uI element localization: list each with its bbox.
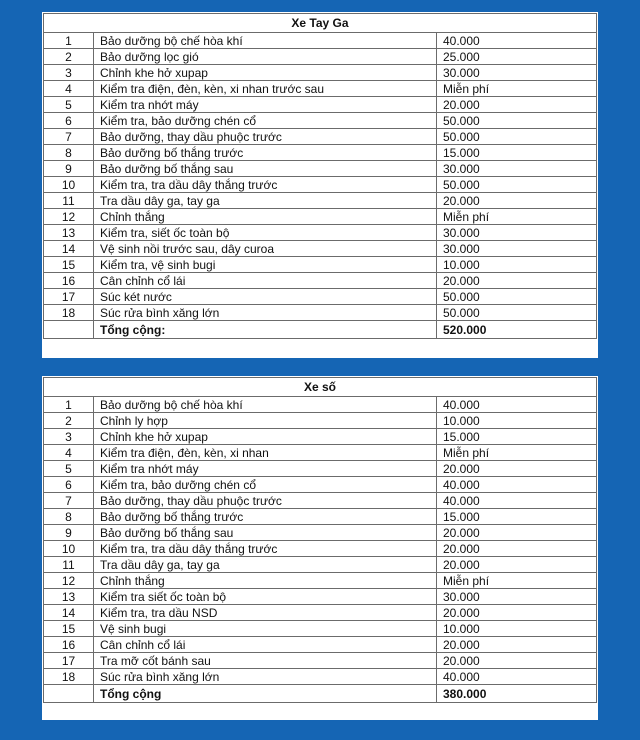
table-row [44,413,597,429]
row-number: 1 [44,33,94,49]
table-row [44,129,597,145]
table-title-row [44,378,597,397]
service-name: Kiểm tra, tra dầu dây thắng trước [94,177,437,193]
row-number: 4 [44,445,94,461]
table-row [44,209,597,225]
service-name: Chỉnh khe hở xupap [94,429,437,445]
table-row [44,273,597,289]
row-number: 15 [44,257,94,273]
row-number: 9 [44,161,94,177]
service-name: Vệ sinh bugi [94,621,437,637]
service-name: Bảo dưỡng, thay dầu phuộc trước [94,129,437,145]
row-number: 5 [44,461,94,477]
total-value: 380.000 [437,685,597,703]
service-price: 15.000 [437,145,597,161]
row-number: 1 [44,397,94,413]
table-row [44,525,597,541]
service-price: 20.000 [437,525,597,541]
table-row [44,81,597,97]
table-title: Xe Tay Ga [44,14,597,33]
table-row [44,589,597,605]
total-row [44,685,597,703]
table-row [44,445,597,461]
row-number: 8 [44,145,94,161]
row-number: 11 [44,557,94,573]
service-name: Kiểm tra nhớt máy [94,97,437,113]
total-value: 520.000 [437,321,597,339]
service-price: 20.000 [437,461,597,477]
service-name: Bảo dưỡng bố thắng trước [94,145,437,161]
service-name: Bảo dưỡng lọc gió [94,49,437,65]
service-price: 50.000 [437,289,597,305]
price-table-panel-manual [42,376,598,720]
service-price: 20.000 [437,273,597,289]
row-number: 10 [44,177,94,193]
table-row [44,113,597,129]
service-name: Bảo dưỡng bố thắng sau [94,525,437,541]
service-price: 20.000 [437,557,597,573]
table-row [44,605,597,621]
row-number: 5 [44,97,94,113]
table-row [44,397,597,413]
table-row [44,637,597,653]
service-name: Kiểm tra siết ốc toàn bộ [94,589,437,605]
row-number: 13 [44,589,94,605]
table-title-row [44,14,597,33]
service-price: 30.000 [437,241,597,257]
table-row [44,241,597,257]
price-table-scooter [43,13,597,339]
service-name: Tra mỡ cốt bánh sau [94,653,437,669]
table-row [44,97,597,113]
service-name: Bảo dưỡng bộ chế hòa khí [94,397,437,413]
row-number: 11 [44,193,94,209]
service-name: Tra dầu dây ga, tay ga [94,193,437,209]
service-name: Kiểm tra điện, đèn, kèn, xi nhan trước sau [94,81,437,97]
table-row [44,145,597,161]
table-row [44,653,597,669]
table-row [44,33,597,49]
service-price: 20.000 [437,637,597,653]
service-name: Kiểm tra, bảo dưỡng chén cổ [94,113,437,129]
row-number: 4 [44,81,94,97]
service-price: Miễn phí [437,445,597,461]
service-name: Kiểm tra, tra dầu NSD [94,605,437,621]
service-name: Súc két nước [94,289,437,305]
price-table-manual [43,377,597,703]
row-number: 6 [44,113,94,129]
service-price: 20.000 [437,97,597,113]
table-row [44,477,597,493]
table-row [44,257,597,273]
service-name: Chỉnh ly hợp [94,413,437,429]
service-price: 15.000 [437,429,597,445]
service-price: 30.000 [437,589,597,605]
total-label: Tổng cộng: [94,321,437,339]
table-row [44,193,597,209]
service-name: Bảo dưỡng bố thắng sau [94,161,437,177]
service-name: Cân chỉnh cổ lái [94,273,437,289]
service-price: 50.000 [437,113,597,129]
service-price: 20.000 [437,605,597,621]
service-name: Súc rửa bình xăng lớn [94,305,437,321]
table-row [44,65,597,81]
service-name: Kiểm tra điện, đèn, kèn, xi nhan [94,445,437,461]
row-number: 16 [44,273,94,289]
row-number: 17 [44,653,94,669]
row-number: 2 [44,413,94,429]
row-number: 9 [44,525,94,541]
service-name: Chỉnh thắng [94,209,437,225]
total-empty-cell [44,321,94,339]
service-price: 40.000 [437,669,597,685]
table-row [44,621,597,637]
service-price: 10.000 [437,257,597,273]
service-price: 40.000 [437,397,597,413]
table-title: Xe số [44,378,597,397]
row-number: 14 [44,605,94,621]
total-label: Tổng cộng [94,685,437,703]
table-row [44,573,597,589]
service-price: 25.000 [437,49,597,65]
row-number: 15 [44,621,94,637]
service-name: Súc rửa bình xăng lớn [94,669,437,685]
service-price: 15.000 [437,509,597,525]
row-number: 7 [44,129,94,145]
row-number: 6 [44,477,94,493]
service-price: 50.000 [437,177,597,193]
service-name: Cân chỉnh cổ lái [94,637,437,653]
row-number: 10 [44,541,94,557]
service-price: 30.000 [437,161,597,177]
row-number: 16 [44,637,94,653]
service-price: 30.000 [437,65,597,81]
service-price: 10.000 [437,413,597,429]
service-name: Kiểm tra, tra dầu dây thắng trước [94,541,437,557]
service-price: Miễn phí [437,209,597,225]
service-price: 20.000 [437,541,597,557]
row-number: 3 [44,65,94,81]
row-number: 8 [44,509,94,525]
row-number: 17 [44,289,94,305]
table-row [44,429,597,445]
table-row [44,669,597,685]
service-name: Tra dầu dây ga, tay ga [94,557,437,573]
service-name: Vệ sinh nồi trước sau, dây curoa [94,241,437,257]
price-table-panel-scooter [42,12,598,358]
table-row [44,509,597,525]
service-price: Miễn phí [437,81,597,97]
table-row [44,49,597,65]
service-name: Kiểm tra, bảo dưỡng chén cổ [94,477,437,493]
table-row [44,541,597,557]
table-row [44,557,597,573]
service-price: 50.000 [437,129,597,145]
service-price: 20.000 [437,653,597,669]
total-empty-cell [44,685,94,703]
service-name: Chỉnh thắng [94,573,437,589]
service-name: Kiểm tra, siết ốc toàn bộ [94,225,437,241]
table-row [44,289,597,305]
service-name: Bảo dưỡng bố thắng trước [94,509,437,525]
row-number: 7 [44,493,94,509]
row-number: 13 [44,225,94,241]
row-number: 3 [44,429,94,445]
service-price: Miễn phí [437,573,597,589]
service-price: 50.000 [437,305,597,321]
service-price: 40.000 [437,493,597,509]
table-row [44,493,597,509]
table-row [44,305,597,321]
service-name: Kiểm tra nhớt máy [94,461,437,477]
table-row [44,161,597,177]
service-name: Kiểm tra, vệ sinh bugi [94,257,437,273]
table-row [44,177,597,193]
total-row [44,321,597,339]
service-price: 20.000 [437,193,597,209]
row-number: 18 [44,305,94,321]
service-price: 40.000 [437,33,597,49]
row-number: 12 [44,209,94,225]
row-number: 18 [44,669,94,685]
service-name: Bảo dưỡng bộ chế hòa khí [94,33,437,49]
service-price: 10.000 [437,621,597,637]
service-name: Chỉnh khe hở xupap [94,65,437,81]
row-number: 14 [44,241,94,257]
table-row [44,225,597,241]
service-price: 30.000 [437,225,597,241]
service-name: Bảo dưỡng, thay dầu phuộc trước [94,493,437,509]
row-number: 12 [44,573,94,589]
service-price: 40.000 [437,477,597,493]
table-row [44,461,597,477]
row-number: 2 [44,49,94,65]
